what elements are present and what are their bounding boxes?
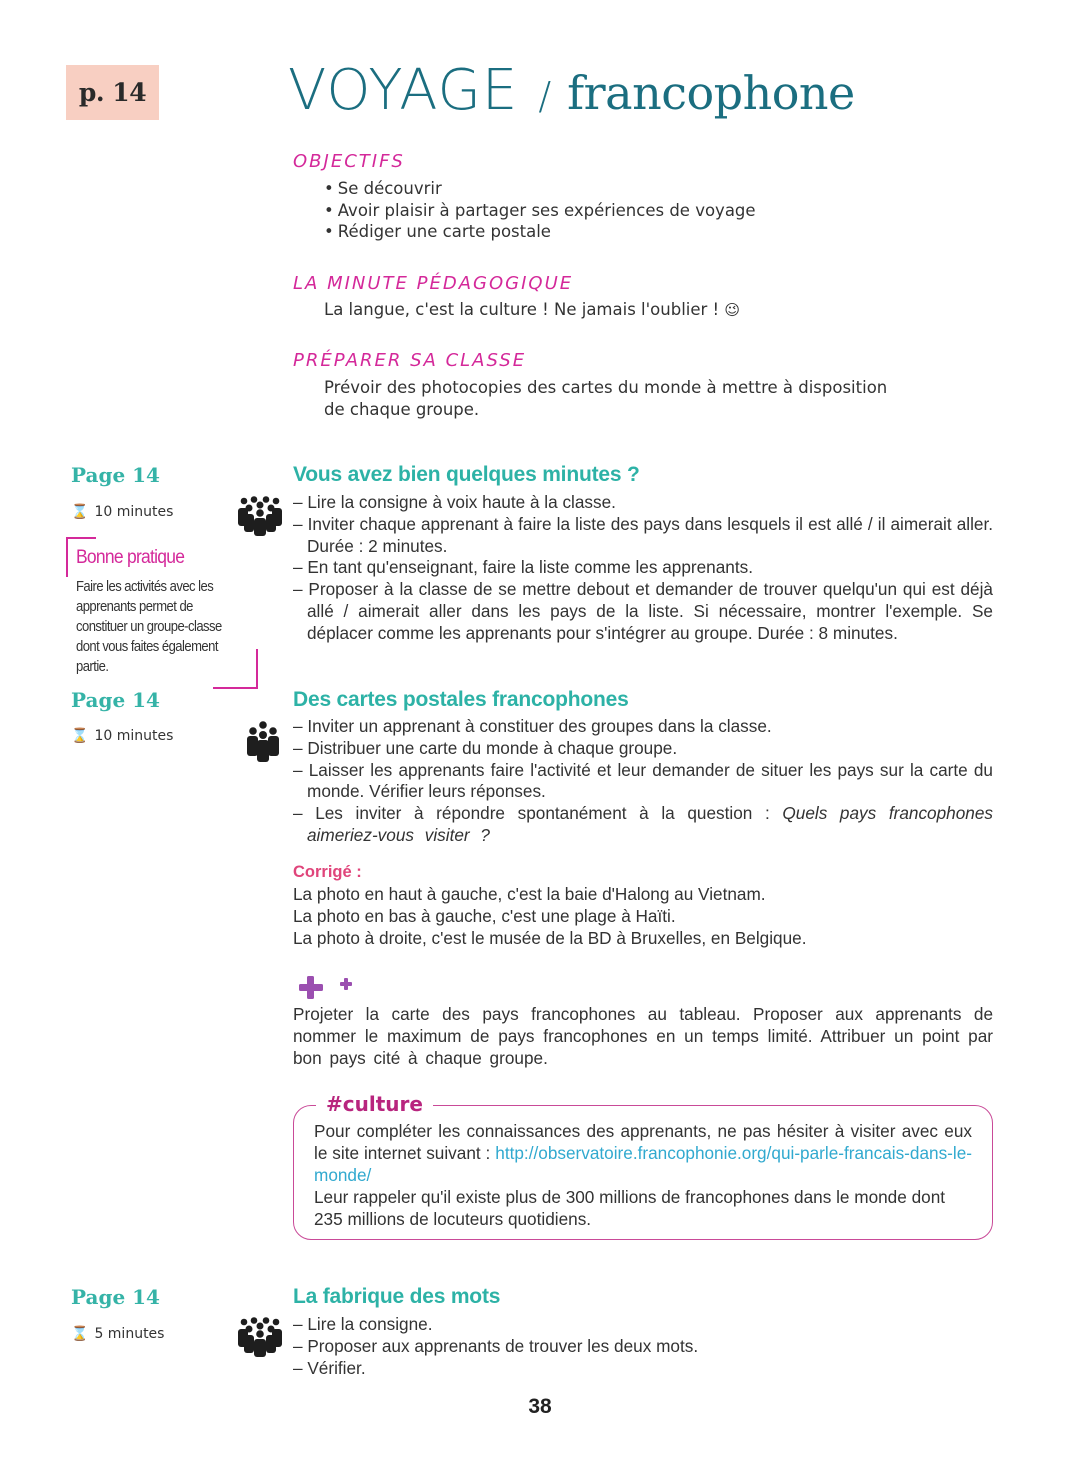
culture-intro: Pour compléter les connaissances des apprenants, ne pas hésiter à visiter avec eux le site internet suivant :	[314, 1121, 972, 1163]
activity-2-page-label: Page 14	[71, 688, 160, 712]
activity-1-duration	[71, 504, 173, 520]
plus-text	[293, 1004, 993, 1069]
activity-1-page-label: Page 14	[71, 463, 160, 487]
preparer-heading: PRÉPARER SA CLASSE	[293, 350, 527, 371]
list-item: – En tant qu'enseignant, faire la liste comme les apprenants.	[293, 557, 993, 579]
list-item: • Se découvrir	[324, 178, 756, 200]
group-icon	[236, 1317, 284, 1357]
hourglass-icon: ⌛	[71, 1326, 89, 1342]
step-question: Quels pays francophones aimeriez-vous visiter ?	[307, 803, 994, 845]
page-reference-badge: p. 14	[66, 65, 159, 120]
list-item: – Distribuer une carte du monde à chaque groupe.	[293, 738, 993, 760]
hourglass-icon: ⌛	[71, 728, 89, 744]
minute-pedagogique-text	[324, 299, 740, 321]
minute-pedagogique-heading: LA MINUTE PÉDAGOGIQUE	[293, 273, 574, 294]
title-separator: /	[538, 74, 552, 118]
observatoire-link[interactable]: http://observatoire.francophonie.org/qui-parle-francais-dans-le-monde/	[314, 1143, 972, 1185]
list-item: • Avoir plaisir à partager ses expériences de voyage	[324, 200, 756, 222]
objectifs-list	[324, 178, 756, 243]
culture-fact: Leur rappeler qu'il existe plus de 300 millions de francophones dans le monde dont 235 millions de locuteurs quotidiens.	[314, 1187, 946, 1229]
activity-1-title: Vous avez bien quelques minutes ?	[293, 463, 640, 486]
corrige-line: La photo en bas à gauche, c'est une plage à Haïti.	[293, 905, 676, 926]
corrige-line: La photo en haut à gauche, c'est la baie d'Halong au Vietnam.	[293, 884, 766, 904]
corrige-line: La photo à droite, c'est le musée de la BD à Bruxelles, en Belgique.	[293, 927, 807, 948]
page-number: 38	[528, 1395, 552, 1418]
bonne-pratique-title: Bonne pratique	[76, 547, 185, 568]
list-item: – Inviter un apprenant à constituer des groupes dans la classe.	[293, 716, 993, 738]
activity-2-duration	[71, 728, 173, 744]
bonne-pratique-text: Faire les activités avec les apprenants permet de constituer un groupe-classe dont vous faites également partie.	[76, 579, 222, 675]
list-item: – Proposer à la classe de se mettre debout et demander de trouver quelqu'un qui est déjà allé / aimerait aller dans les pays de la liste. Si nécessaire, montrer l'exemple. Se déplacer comme les apprenants pour s'intégrer au groupe. Durée : 8 minutes.	[293, 579, 993, 644]
list-item: – Inviter chaque apprenant à faire la liste des pays dans lesquels il est allé / il aimerait aller. Durée : 2 minutes.	[293, 514, 993, 558]
preparer-line-1: Prévoir des photocopies des cartes du monde à mettre à disposition	[324, 378, 888, 397]
hourglass-icon: ⌛	[71, 504, 89, 520]
corrige-label: Corrigé :	[293, 863, 362, 881]
duration-text: 5 minutes	[94, 1326, 165, 1342]
list-item: – Lire la consigne à voix haute à la classe.	[293, 492, 993, 514]
activity-1-steps	[293, 492, 993, 645]
list-item: – Laisser les apprenants faire l'activité et leur demander de situer les pays sur la carte du monde. Vérifier leurs réponses.	[293, 760, 993, 804]
activity-3-duration	[71, 1326, 164, 1342]
step-text: Les inviter à répondre spontanément à la question :	[315, 803, 770, 824]
duration-text: 10 minutes	[94, 504, 174, 520]
objectifs-heading: OBJECTIFS	[293, 151, 405, 172]
group-icon	[236, 496, 284, 536]
plus-plus-icon	[298, 975, 358, 1001]
list-item: – Lire la consigne.	[293, 1314, 993, 1336]
culture-text	[314, 1120, 972, 1230]
list-item: • Rédiger une carte postale	[324, 221, 756, 243]
page-title	[288, 58, 855, 128]
culture-tag: #culture	[316, 1092, 433, 1116]
activity-2-steps	[293, 716, 993, 847]
culture-paragraph	[314, 1120, 972, 1186]
list-item	[293, 803, 993, 847]
minute-text: La langue, c'est la culture ! Ne jamais l'oublier !	[324, 300, 720, 319]
preparer-line-2: de chaque groupe.	[324, 400, 480, 419]
title-main: VOYAGE	[288, 58, 519, 123]
activity-3-steps	[293, 1314, 993, 1379]
activity-3-title: La fabrique des mots	[293, 1285, 501, 1308]
wink-emoji-icon: 😉	[724, 301, 741, 319]
activity-3-page-label: Page 14	[71, 1285, 160, 1309]
small-group-icon	[246, 721, 280, 763]
bonne-pratique-box	[66, 537, 258, 689]
list-item: – Proposer aux apprenants de trouver les deux mots.	[293, 1336, 993, 1358]
duration-text: 10 minutes	[94, 728, 174, 744]
plus-paragraph: Projeter la carte des pays francophones au tableau. Proposer aux apprenants de nommer le maximum de pays francophones en un temps limité. Attribuer un point par bon pays cité à chaque groupe.	[293, 1004, 993, 1068]
activity-2-title: Des cartes postales francophones	[293, 688, 629, 711]
list-item: – Vérifier.	[293, 1358, 993, 1380]
title-sub: francophone	[567, 66, 855, 120]
corrige-lines	[293, 884, 993, 949]
